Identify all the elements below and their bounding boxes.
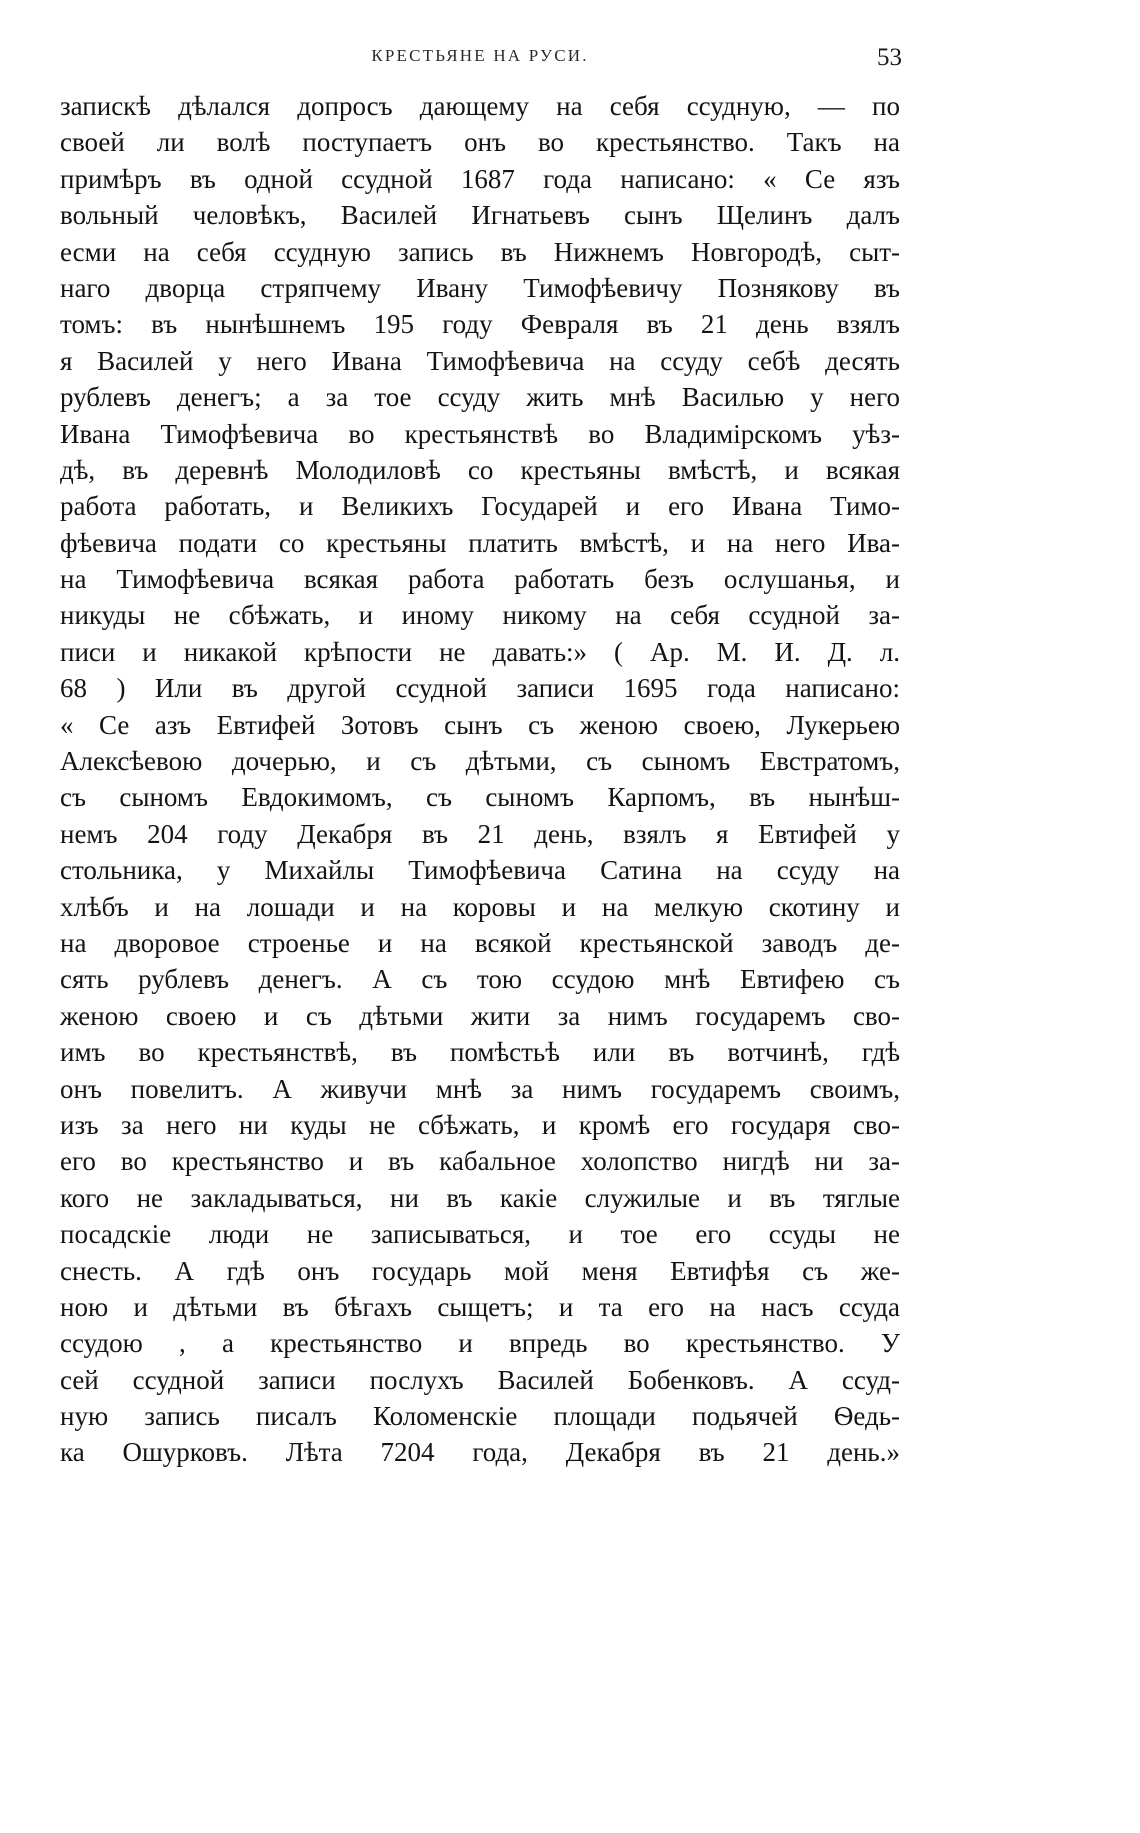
- running-head: [0, 44, 960, 74]
- text-line: ною и дѣтьми въ бѣгахъ сыщетъ; и та его на насъ ссуда: [60, 1291, 900, 1322]
- text-line: томъ: въ нынѣшнемъ 195 году Февраля въ 21 день взялъ: [60, 309, 900, 340]
- text-line: « Се азъ Евтифей Зотовъ сынъ съ женою своею, Лукерьею: [60, 709, 900, 740]
- text-line: его во крестьянство и въ кабальное холопство нигдѣ ни за-: [60, 1146, 900, 1177]
- text-line: фѣевича подати со крестьяны платить вмѣстѣ, и на него Ива-: [60, 527, 900, 558]
- text-line: вольный человѣкъ, Василей Игнатьевъ сынъ Щелинъ далъ: [60, 200, 900, 231]
- text-line: на Тимофѣевича всякая работа работать безъ ослушанья, и: [60, 564, 900, 595]
- text-line: ка Ошурковъ. Лѣта 7204 года, Декабря въ 21 день.»: [60, 1437, 900, 1468]
- text-line: рублевъ денегъ; а за тое ссуду жить мнѣ Василью у него: [60, 382, 900, 413]
- text-line: онъ повелитъ. А живучи мнѣ за нимъ государемъ своимъ,: [60, 1073, 900, 1104]
- text-line: никуды не сбѣжать, и иному никому на себя ссудной за-: [60, 600, 900, 631]
- text-line: сей ссудной записи послухъ Василей Бобенковъ. А ссуд-: [60, 1364, 900, 1395]
- text-line: имъ во крестьянствѣ, въ помѣстьѣ или въ вотчинѣ, гдѣ: [60, 1037, 900, 1068]
- text-line: я Василей у него Ивана Тимофѣевича на ссуду себѣ десять: [60, 345, 900, 376]
- text-line: 68 ) Или въ другой ссудной записи 1695 года написано:: [60, 673, 900, 704]
- text-line: ссудою , а крестьянство и впредь во крестьянство. У: [60, 1328, 900, 1359]
- running-title: КРЕСТЬЯНЕ НА РУСИ.: [371, 46, 589, 65]
- text-line: снесть. А гдѣ онъ государь мой меня Евтифѣя съ же-: [60, 1255, 900, 1286]
- text-line: посадскіе люди не записываться, и тое его ссуды не: [60, 1219, 900, 1250]
- text-line: Алексѣевою дочерью, и съ дѣтьми, съ сыномъ Евстратомъ,: [60, 746, 900, 777]
- page-number: 53: [877, 44, 902, 71]
- text-line: своей ли волѣ поступаетъ онъ во крестьянство. Такъ на: [60, 127, 900, 158]
- text-line: сять рублевъ денегъ. А съ тою ссудою мнѣ Евтифею съ: [60, 964, 900, 995]
- text-line: примѣръ въ одной ссудной 1687 года написано: « Се язъ: [60, 163, 900, 194]
- text-line: ную запись писалъ Коломенскіе площади подьячей Ѳедь-: [60, 1401, 900, 1432]
- text-line: кого не закладываться, ни въ какіе служилые и въ тяглые: [60, 1182, 900, 1213]
- text-line: писи и никакой крѣпости не давать:» ( Ар. М. И. Д. л.: [60, 636, 900, 667]
- text-line: женою своею и съ дѣтьми жити за нимъ государемъ сво-: [60, 1000, 900, 1031]
- text-line: дѣ, въ деревнѣ Молодиловѣ со крестьяны вмѣстѣ, и всякая: [60, 454, 900, 485]
- text-line: работа работать, и Великихъ Государей и его Ивана Тимо-: [60, 491, 900, 522]
- text-line: съ сыномъ Евдокимомъ, съ сыномъ Карпомъ, въ нынѣш-: [60, 782, 900, 813]
- text-line: запискѣ дѣлался допросъ дающему на себя ссудную, — по: [60, 91, 900, 121]
- text-line: стольника, у Михайлы Тимофѣевича Сатина на ссуду на: [60, 855, 900, 886]
- text-line: Ивана Тимофѣевича во крестьянствѣ во Владимірскомъ уѣз-: [60, 418, 900, 449]
- text-line: изъ за него ни куды не сбѣжать, и кромѣ его государя сво-: [60, 1109, 900, 1140]
- text-line: есми на себя ссудную запись въ Нижнемъ Новгородѣ, сыт-: [60, 236, 900, 267]
- text-line: немъ 204 году Декабря въ 21 день, взялъ я Евтифей у: [60, 818, 900, 849]
- text-line: наго дворца стряпчему Ивану Тимофѣевичу Познякову въ: [60, 272, 900, 303]
- text-line: хлѣбъ и на лошади и на коровы и на мелкую скотину и: [60, 891, 900, 922]
- text-line: на дворовое строенье и на всякой крестьянской заводъ де-: [60, 927, 900, 958]
- body-text: [60, 88, 900, 1471]
